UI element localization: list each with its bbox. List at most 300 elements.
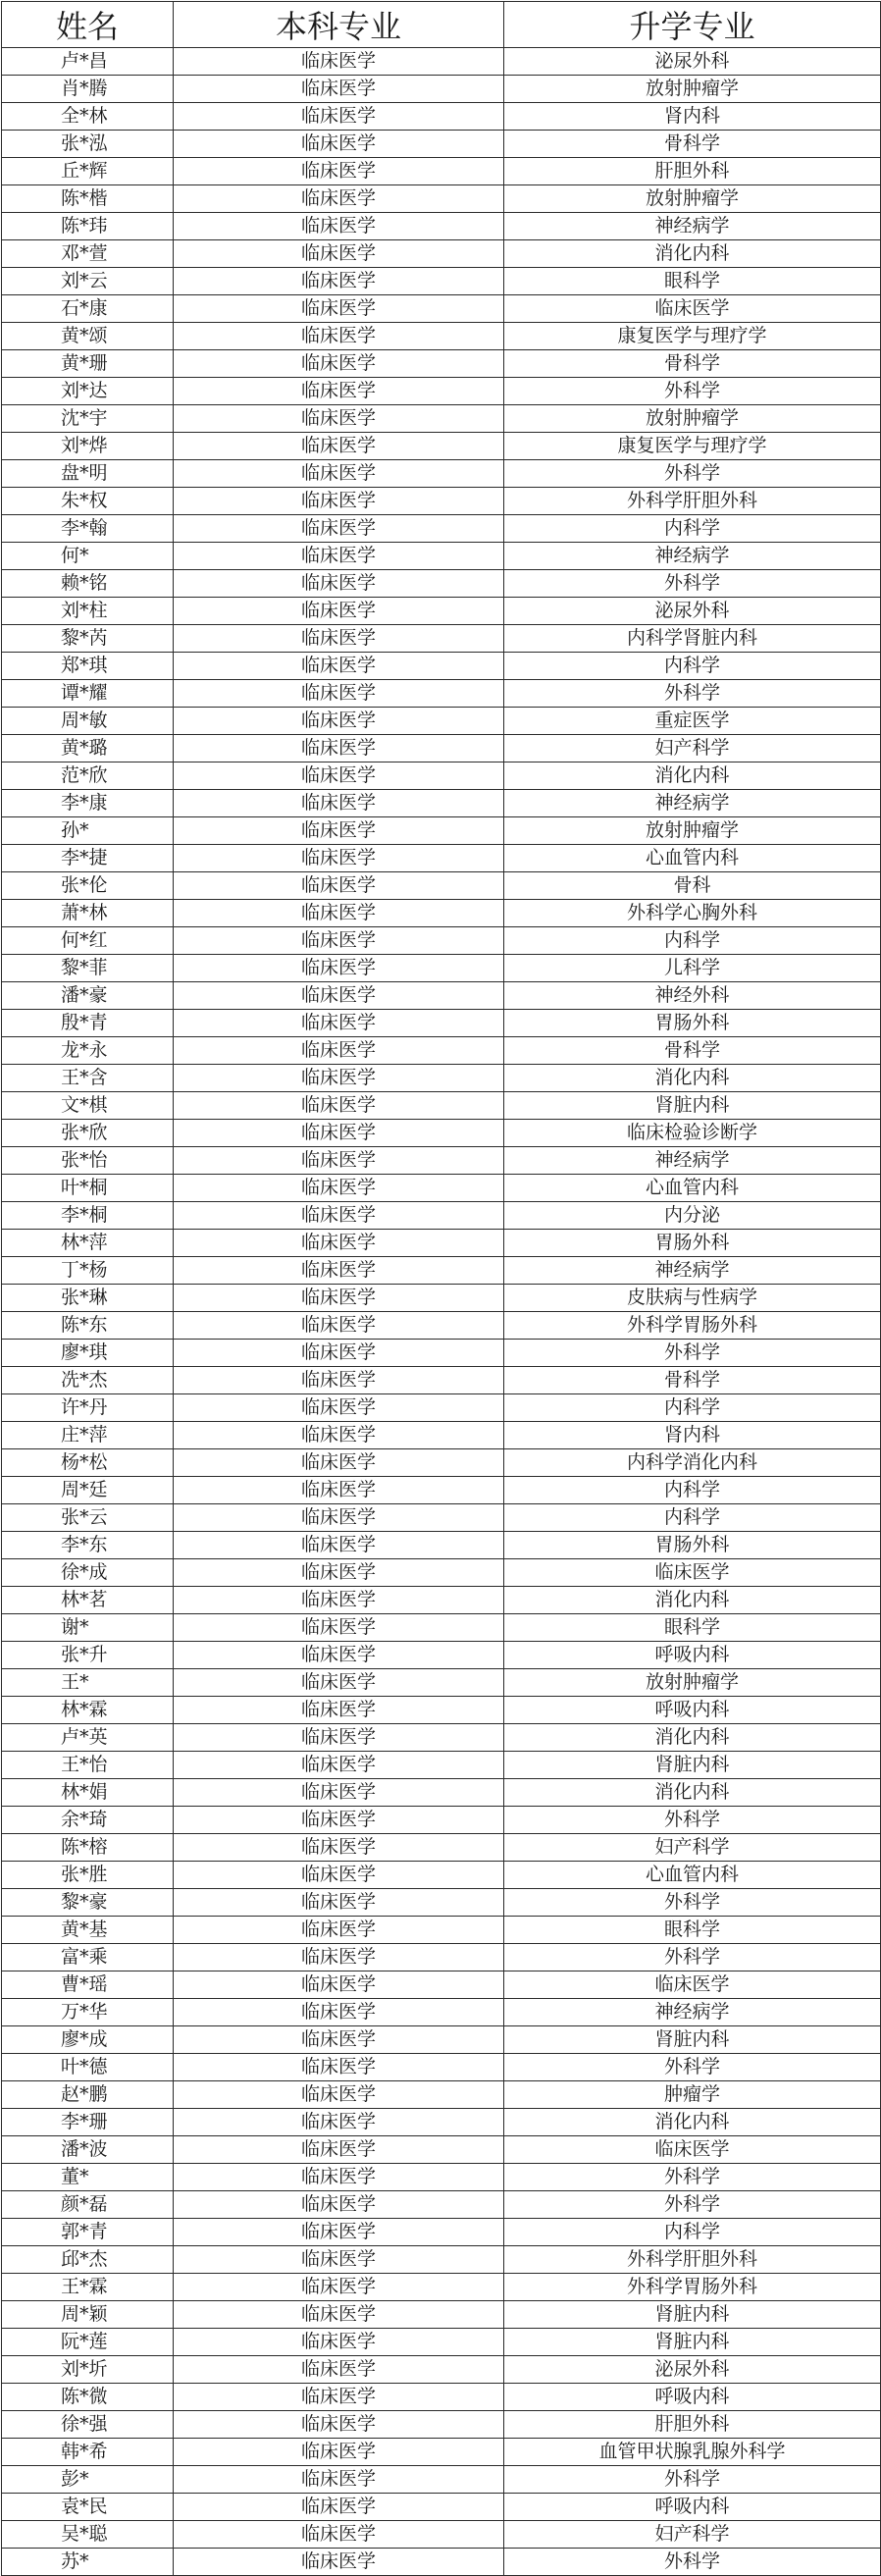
table-row [2,48,881,76]
table-row [2,1037,881,1065]
table-row [2,2136,881,2164]
name-cell: 肖*腾 [2,76,174,103]
undergrad-major-cell: 临床医学 [174,2549,504,2576]
table-row [2,1367,881,1394]
table-row [2,1724,881,1752]
graduate-major-cell: 临床医学 [504,295,881,323]
table-row [2,1834,881,1862]
undergrad-major-cell: 临床医学 [174,543,504,570]
name-cell: 郭*青 [2,2219,174,2246]
undergrad-major-cell: 临床医学 [174,2081,504,2109]
graduate-major-cell: 肾内科 [504,1422,881,1449]
graduate-major-cell: 放射肿瘤学 [504,76,881,103]
graduate-major-cell: 外科学肝胆外科 [504,488,881,515]
undergrad-major-cell: 临床医学 [174,2384,504,2411]
graduate-major-cell: 临床医学 [504,1559,881,1587]
undergrad-major-cell: 临床医学 [174,268,504,295]
undergrad-major-cell: 临床医学 [174,1202,504,1230]
table-row [2,2054,881,2081]
undergrad-major-cell: 临床医学 [174,2054,504,2081]
name-cell: 朱*权 [2,488,174,515]
undergrad-major-cell: 临床医学 [174,2466,504,2494]
name-cell: 王*霖 [2,2274,174,2301]
undergrad-major-cell: 临床医学 [174,1367,504,1394]
table-row [2,1422,881,1449]
undergrad-major-cell: 临床医学 [174,2026,504,2054]
name-cell: 全*林 [2,103,174,131]
name-cell: 曹*瑶 [2,1971,174,1999]
graduate-major-cell: 消化内科 [504,1065,881,1092]
header-name: 姓名 [2,2,174,48]
name-cell: 张*云 [2,1504,174,1532]
admissions-table [1,1,881,2576]
name-cell: 潘*波 [2,2136,174,2164]
undergrad-major-cell: 临床医学 [174,1944,504,1971]
table-row [2,1999,881,2026]
table-row [2,1697,881,1724]
table-row [2,1285,881,1312]
table-row [2,1614,881,1642]
name-cell: 林*霖 [2,1697,174,1724]
undergrad-major-cell: 临床医学 [174,1504,504,1532]
table-row [2,1559,881,1587]
undergrad-major-cell: 临床医学 [174,1340,504,1367]
name-cell: 丘*辉 [2,158,174,185]
graduate-major-cell: 内科学 [504,1477,881,1504]
graduate-major-cell: 肝胆外科 [504,158,881,185]
graduate-major-cell: 胃肠外科 [504,1230,881,1257]
graduate-major-cell: 内科学 [504,1394,881,1422]
graduate-major-cell: 肾脏内科 [504,1092,881,1120]
undergrad-major-cell: 临床医学 [174,955,504,982]
table-row [2,735,881,762]
table-row [2,927,881,955]
table-row [2,2439,881,2466]
undergrad-major-cell: 临床医学 [174,1175,504,1202]
undergrad-major-cell: 临床医学 [174,1147,504,1175]
table-row [2,1779,881,1807]
name-cell: 叶*桐 [2,1175,174,1202]
table-row [2,1065,881,1092]
undergrad-major-cell: 临床医学 [174,1889,504,1917]
undergrad-major-cell: 临床医学 [174,2329,504,2356]
name-cell: 王*含 [2,1065,174,1092]
graduate-major-cell: 康复医学与理疗学 [504,433,881,460]
table-row [2,2301,881,2329]
graduate-major-cell: 消化内科 [504,1587,881,1614]
undergrad-major-cell: 临床医学 [174,1065,504,1092]
table-row [2,790,881,817]
table-row [2,2521,881,2549]
graduate-major-cell: 妇产科学 [504,1834,881,1862]
graduate-major-cell: 泌尿外科 [504,598,881,625]
name-cell: 卢*英 [2,1724,174,1752]
table-body [2,48,881,2576]
graduate-major-cell: 呼吸内科 [504,2494,881,2521]
table-row [2,955,881,982]
graduate-major-cell: 骨科学 [504,131,881,158]
graduate-major-cell: 外科学 [504,1889,881,1917]
undergrad-major-cell: 临床医学 [174,158,504,185]
table-row [2,1120,881,1147]
graduate-major-cell: 内分泌 [504,1202,881,1230]
header-graduate-major: 升学专业 [504,2,881,48]
table-row [2,185,881,213]
graduate-major-cell: 内科学 [504,1504,881,1532]
name-cell: 张*升 [2,1642,174,1669]
undergrad-major-cell: 临床医学 [174,845,504,872]
undergrad-major-cell: 临床医学 [174,735,504,762]
graduate-major-cell: 神经病学 [504,1257,881,1285]
graduate-major-cell: 呼吸内科 [504,1642,881,1669]
undergrad-major-cell: 临床医学 [174,653,504,680]
table-row [2,2081,881,2109]
graduate-major-cell: 妇产科学 [504,2521,881,2549]
header-undergrad-major: 本科专业 [174,2,504,48]
graduate-major-cell: 外科学 [504,570,881,598]
table-row [2,1257,881,1285]
graduate-major-cell: 血管甲状腺乳腺外科学 [504,2439,881,2466]
graduate-major-cell: 心血管内科 [504,845,881,872]
name-cell: 邓*萱 [2,240,174,268]
undergrad-major-cell: 临床医学 [174,900,504,927]
table-row [2,1971,881,1999]
undergrad-major-cell: 临床医学 [174,213,504,240]
undergrad-major-cell: 临床医学 [174,1010,504,1037]
name-cell: 何*红 [2,927,174,955]
name-cell: 周*颖 [2,2301,174,2329]
graduate-major-cell: 胃肠外科 [504,1532,881,1559]
name-cell: 董* [2,2164,174,2191]
table-row [2,2274,881,2301]
table-row [2,2549,881,2576]
name-cell: 王*怡 [2,1752,174,1779]
table-row [2,1175,881,1202]
undergrad-major-cell: 临床医学 [174,708,504,735]
table-row [2,982,881,1010]
table-row [2,1010,881,1037]
table-row [2,1147,881,1175]
undergrad-major-cell: 临床医学 [174,2219,504,2246]
undergrad-major-cell: 临床医学 [174,872,504,900]
undergrad-major-cell: 临床医学 [174,323,504,350]
graduate-major-cell: 临床医学 [504,2136,881,2164]
graduate-major-cell: 呼吸内科 [504,2384,881,2411]
table-row [2,1504,881,1532]
graduate-major-cell: 外科学心胸外科 [504,900,881,927]
table-row [2,76,881,103]
undergrad-major-cell: 临床医学 [174,2494,504,2521]
table-row [2,872,881,900]
table-row [2,1862,881,1889]
undergrad-major-cell: 临床医学 [174,598,504,625]
graduate-major-cell: 肾脏内科 [504,2301,881,2329]
undergrad-major-cell: 临床医学 [174,131,504,158]
table-row [2,2246,881,2274]
name-cell: 潘*豪 [2,982,174,1010]
graduate-major-cell: 外科学 [504,378,881,405]
table-row [2,543,881,570]
graduate-major-cell: 神经病学 [504,1999,881,2026]
name-cell: 盘*明 [2,460,174,488]
name-cell: 周*敏 [2,708,174,735]
name-cell: 陈*东 [2,1312,174,1340]
graduate-major-cell: 外科学 [504,2549,881,2576]
table-row [2,488,881,515]
name-cell: 赖*铭 [2,570,174,598]
graduate-major-cell: 内科学 [504,653,881,680]
graduate-major-cell: 泌尿外科 [504,2356,881,2384]
graduate-major-cell: 心血管内科 [504,1175,881,1202]
undergrad-major-cell: 临床医学 [174,1999,504,2026]
table-row [2,2026,881,2054]
graduate-major-cell: 肾脏内科 [504,2329,881,2356]
graduate-major-cell: 重症医学 [504,708,881,735]
table-row [2,2494,881,2521]
table-row [2,158,881,185]
table-row [2,1532,881,1559]
undergrad-major-cell: 临床医学 [174,2521,504,2549]
table-row [2,433,881,460]
table-row [2,1669,881,1697]
undergrad-major-cell: 临床医学 [174,2356,504,2384]
table-row [2,131,881,158]
name-cell: 谢* [2,1614,174,1642]
graduate-major-cell: 消化内科 [504,2109,881,2136]
graduate-major-cell: 泌尿外科 [504,48,881,76]
graduate-major-cell: 临床检验诊断学 [504,1120,881,1147]
undergrad-major-cell: 临床医学 [174,76,504,103]
name-cell: 陈*微 [2,2384,174,2411]
graduate-major-cell: 眼科学 [504,1614,881,1642]
graduate-major-cell: 内科学消化内科 [504,1449,881,1477]
undergrad-major-cell: 临床医学 [174,2274,504,2301]
graduate-major-cell: 骨科学 [504,1037,881,1065]
name-cell: 陈*楷 [2,185,174,213]
undergrad-major-cell: 临床医学 [174,405,504,433]
name-cell: 王* [2,1669,174,1697]
undergrad-major-cell: 临床医学 [174,1779,504,1807]
table-row [2,1642,881,1669]
undergrad-major-cell: 临床医学 [174,1807,504,1834]
graduate-major-cell: 外科学 [504,1340,881,1367]
graduate-major-cell: 临床医学 [504,1971,881,1999]
name-cell: 林*娟 [2,1779,174,1807]
undergrad-major-cell: 临床医学 [174,2301,504,2329]
table-row [2,1312,881,1340]
name-cell: 袁*民 [2,2494,174,2521]
table-row [2,460,881,488]
graduate-major-cell: 外科学 [504,460,881,488]
name-cell: 许*丹 [2,1394,174,1422]
name-cell: 韩*希 [2,2439,174,2466]
name-cell: 范*欣 [2,762,174,790]
undergrad-major-cell: 临床医学 [174,790,504,817]
undergrad-major-cell: 临床医学 [174,350,504,378]
table-row [2,515,881,543]
undergrad-major-cell: 临床医学 [174,2191,504,2219]
undergrad-major-cell: 临床医学 [174,2136,504,2164]
name-cell: 文*棋 [2,1092,174,1120]
undergrad-major-cell: 临床医学 [174,1037,504,1065]
graduate-major-cell: 神经病学 [504,213,881,240]
name-cell: 阮*莲 [2,2329,174,2356]
name-cell: 黄*颂 [2,323,174,350]
table-row [2,1477,881,1504]
name-cell: 刘*烨 [2,433,174,460]
name-cell: 张*怡 [2,1147,174,1175]
graduate-major-cell: 消化内科 [504,1724,881,1752]
name-cell: 刘*达 [2,378,174,405]
graduate-major-cell: 肾脏内科 [504,1752,881,1779]
name-cell: 张*琳 [2,1285,174,1312]
name-cell: 黄*璐 [2,735,174,762]
undergrad-major-cell: 临床医学 [174,2411,504,2439]
table-row [2,762,881,790]
undergrad-major-cell: 临床医学 [174,48,504,76]
table-row [2,900,881,927]
undergrad-major-cell: 临床医学 [174,2246,504,2274]
name-cell: 庄*萍 [2,1422,174,1449]
graduate-major-cell: 外科学 [504,2164,881,2191]
undergrad-major-cell: 临床医学 [174,1394,504,1422]
name-cell: 李*翰 [2,515,174,543]
name-cell: 张*欣 [2,1120,174,1147]
name-cell: 吴*聪 [2,2521,174,2549]
undergrad-major-cell: 临床医学 [174,1917,504,1944]
table-row [2,653,881,680]
undergrad-major-cell: 临床医学 [174,625,504,653]
graduate-major-cell: 内科学 [504,515,881,543]
table-row [2,2191,881,2219]
table-row [2,1449,881,1477]
undergrad-major-cell: 临床医学 [174,1092,504,1120]
undergrad-major-cell: 临床医学 [174,982,504,1010]
name-cell: 李*东 [2,1532,174,1559]
graduate-major-cell: 肝胆外科 [504,2411,881,2439]
undergrad-major-cell: 临床医学 [174,1285,504,1312]
name-cell: 刘*圻 [2,2356,174,2384]
undergrad-major-cell: 临床医学 [174,927,504,955]
table-row [2,1202,881,1230]
name-cell: 龙*永 [2,1037,174,1065]
graduate-major-cell: 肿瘤学 [504,2081,881,2109]
graduate-major-cell: 内科学 [504,2219,881,2246]
graduate-major-cell: 放射肿瘤学 [504,1669,881,1697]
name-cell: 陈*榕 [2,1834,174,1862]
name-cell: 廖*琪 [2,1340,174,1367]
table-row [2,213,881,240]
undergrad-major-cell: 临床医学 [174,2109,504,2136]
name-cell: 徐*强 [2,2411,174,2439]
table-row [2,1092,881,1120]
undergrad-major-cell: 临床医学 [174,1120,504,1147]
table-row [2,378,881,405]
undergrad-major-cell: 临床医学 [174,1642,504,1669]
table-row [2,2219,881,2246]
name-cell: 万*华 [2,1999,174,2026]
name-cell: 黎*菲 [2,955,174,982]
undergrad-major-cell: 临床医学 [174,1724,504,1752]
name-cell: 廖*成 [2,2026,174,2054]
graduate-major-cell: 眼科学 [504,268,881,295]
graduate-major-cell: 皮肤病与性病学 [504,1285,881,1312]
name-cell: 石*康 [2,295,174,323]
table-row [2,350,881,378]
table-row [2,1752,881,1779]
graduate-major-cell: 放射肿瘤学 [504,405,881,433]
name-cell: 张*胜 [2,1862,174,1889]
undergrad-major-cell: 临床医学 [174,1257,504,1285]
table-row [2,1230,881,1257]
graduate-major-cell: 放射肿瘤学 [504,185,881,213]
graduate-major-cell: 外科学 [504,1807,881,1834]
name-cell: 谭*耀 [2,680,174,708]
table-row [2,845,881,872]
name-cell: 富*乘 [2,1944,174,1971]
graduate-major-cell: 外科学 [504,2191,881,2219]
name-cell: 萧*林 [2,900,174,927]
name-cell: 李*珊 [2,2109,174,2136]
graduate-major-cell: 骨科学 [504,1367,881,1394]
undergrad-major-cell: 临床医学 [174,185,504,213]
name-cell: 邱*杰 [2,2246,174,2274]
table-row [2,103,881,131]
undergrad-major-cell: 临床医学 [174,1697,504,1724]
undergrad-major-cell: 临床医学 [174,570,504,598]
undergrad-major-cell: 临床医学 [174,1752,504,1779]
undergrad-major-cell: 临床医学 [174,1422,504,1449]
name-cell: 刘*云 [2,268,174,295]
graduate-major-cell: 神经外科 [504,982,881,1010]
table-row [2,817,881,845]
graduate-major-cell: 神经病学 [504,1147,881,1175]
table-row [2,598,881,625]
table-row [2,2109,881,2136]
graduate-major-cell: 心血管内科 [504,1862,881,1889]
graduate-major-cell: 外科学 [504,680,881,708]
name-cell: 徐*成 [2,1559,174,1587]
graduate-major-cell: 眼科学 [504,1917,881,1944]
table-row [2,405,881,433]
table-row [2,323,881,350]
undergrad-major-cell: 临床医学 [174,1669,504,1697]
undergrad-major-cell: 临床医学 [174,680,504,708]
name-cell: 张*伦 [2,872,174,900]
name-cell: 林*茗 [2,1587,174,1614]
graduate-major-cell: 外科学肝胆外科 [504,2246,881,2274]
undergrad-major-cell: 临床医学 [174,1971,504,1999]
name-cell: 黎*豪 [2,1889,174,1917]
name-cell: 何* [2,543,174,570]
name-cell: 余*琦 [2,1807,174,1834]
name-cell: 陈*玮 [2,213,174,240]
table-row [2,2384,881,2411]
undergrad-major-cell: 临床医学 [174,488,504,515]
undergrad-major-cell: 临床医学 [174,378,504,405]
table-row [2,1889,881,1917]
undergrad-major-cell: 临床医学 [174,2164,504,2191]
graduate-major-cell: 肾内科 [504,103,881,131]
graduate-major-cell: 外科学胃肠外科 [504,2274,881,2301]
graduate-major-cell: 外科学 [504,1944,881,1971]
table-row [2,1394,881,1422]
graduate-major-cell: 呼吸内科 [504,1697,881,1724]
graduate-major-cell: 消化内科 [504,1779,881,1807]
undergrad-major-cell: 临床医学 [174,1230,504,1257]
name-cell: 卢*昌 [2,48,174,76]
name-cell: 孙* [2,817,174,845]
